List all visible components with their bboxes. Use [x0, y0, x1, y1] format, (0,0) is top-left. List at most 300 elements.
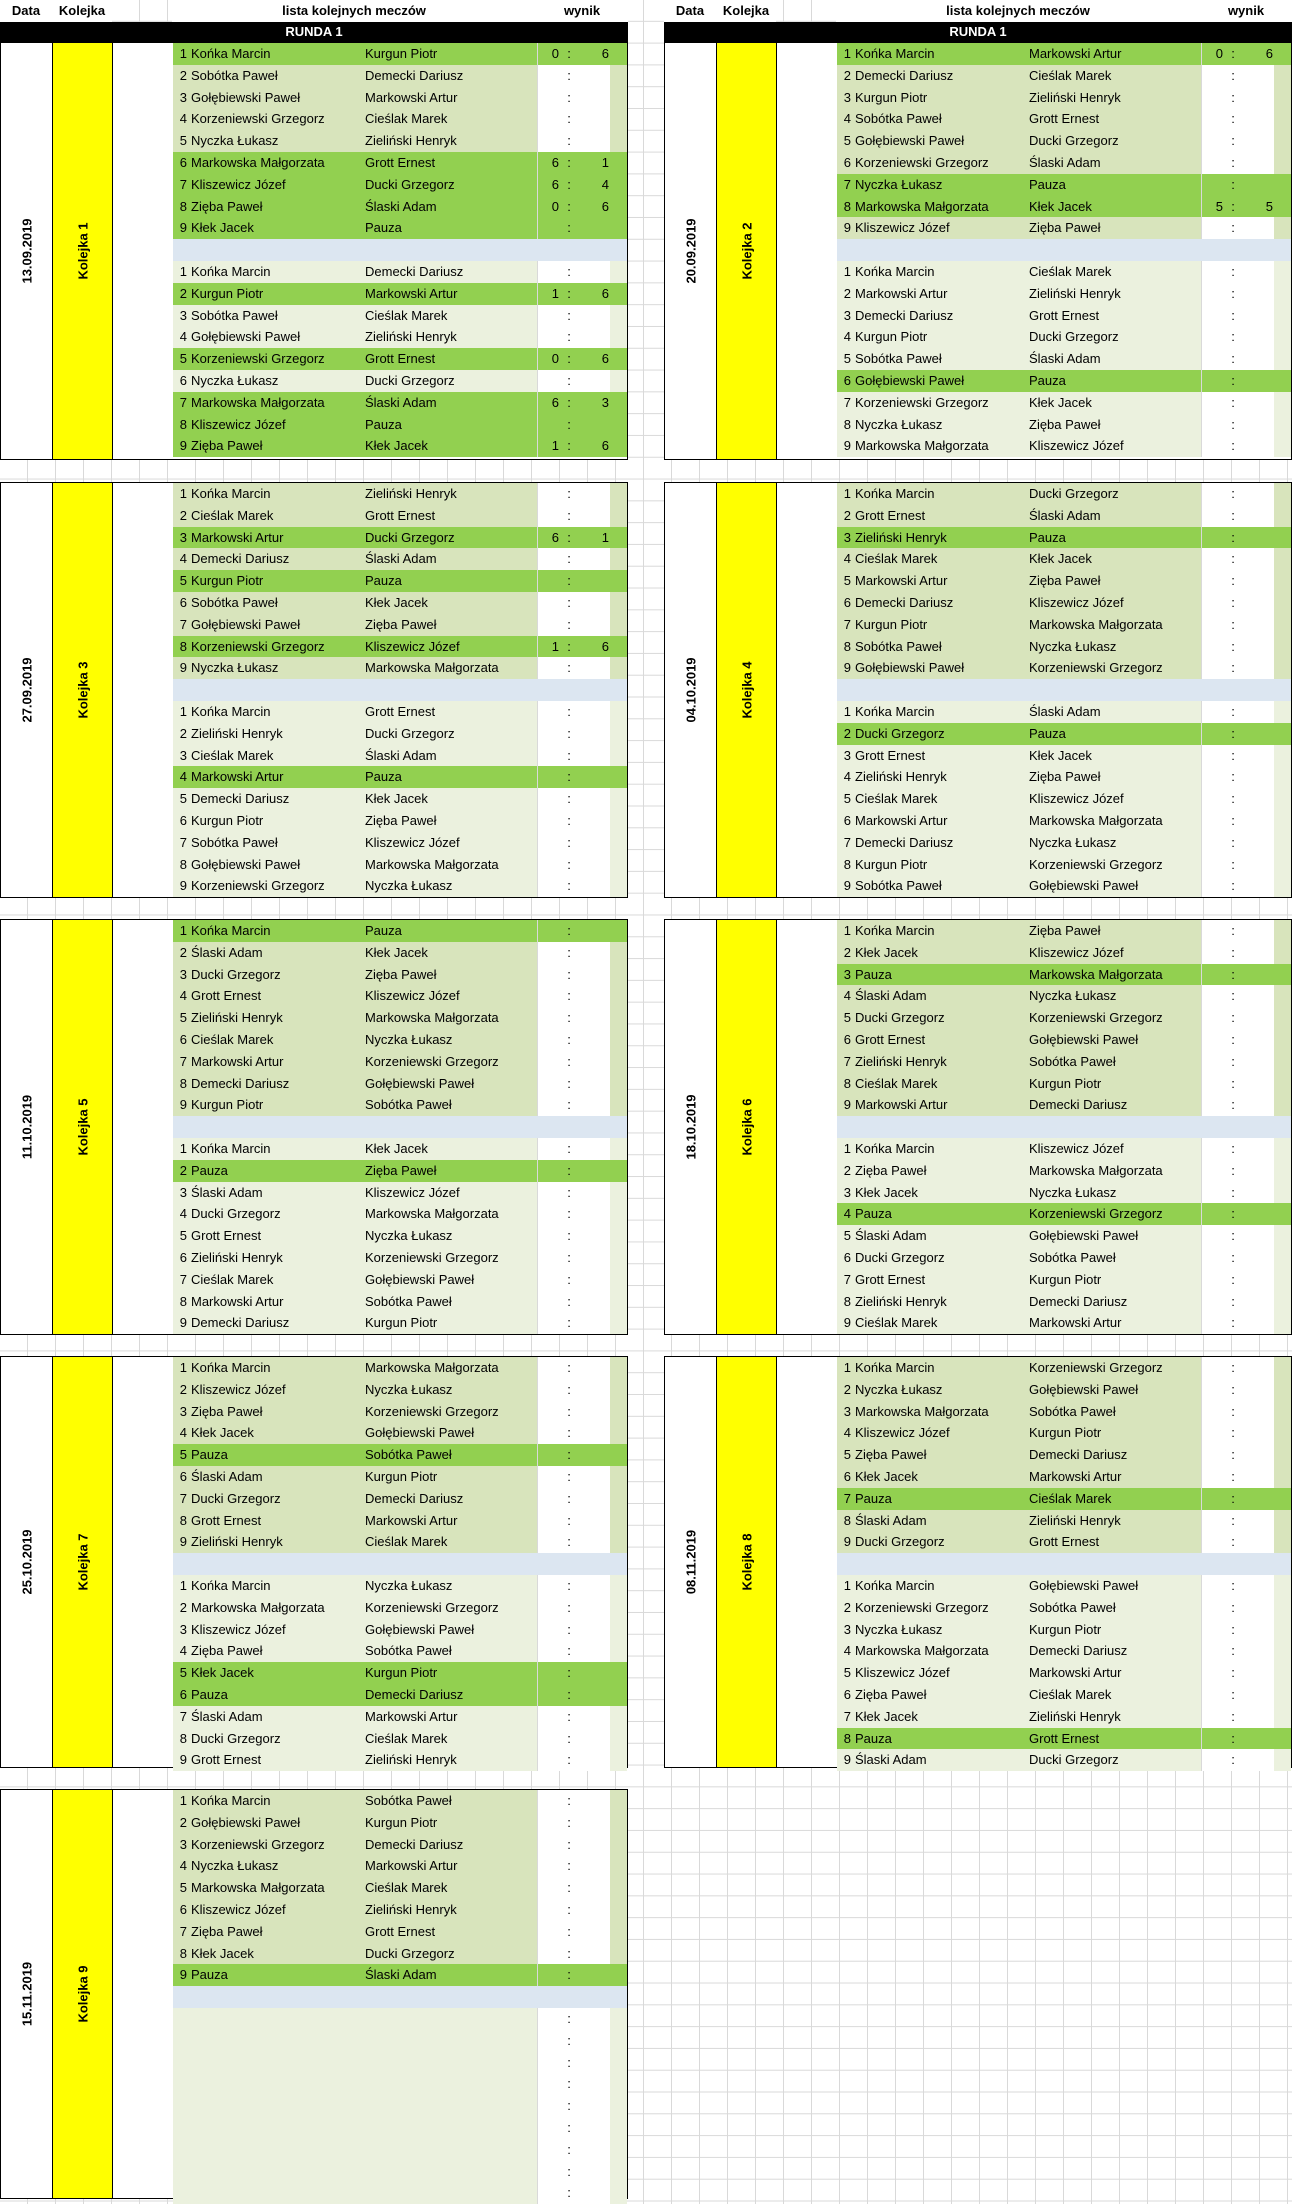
match-number: 5 [843, 1010, 851, 1026]
score-separator: : [1231, 1708, 1235, 1724]
away-score: 6 [601, 438, 609, 454]
home-player: Korzeniewski Grzegorz [191, 638, 325, 654]
away-player: Ducki Grzegorz [365, 725, 455, 741]
away-player: Pauza [1029, 529, 1066, 545]
score-separator: : [1231, 1053, 1235, 1069]
kolejka-block [664, 919, 1292, 1335]
match-row [173, 1662, 627, 1684]
kolejka-label: Kolejka 8 [739, 1533, 754, 1591]
away-player: Kłek Jacek [1029, 551, 1092, 567]
group-separator [837, 239, 1291, 261]
score-separator: : [567, 1643, 571, 1659]
home-player: Końka Marcin [191, 1360, 271, 1375]
match-number: 8 [179, 1512, 187, 1528]
match-row [173, 348, 627, 370]
away-player: Markowski Artur [1029, 1665, 1122, 1681]
match-row [173, 636, 627, 658]
match-row [837, 810, 1291, 832]
away-player: Markowska Małgorzata [365, 1010, 499, 1026]
score-separator: : [567, 2185, 571, 2201]
match-row [173, 1269, 627, 1291]
kolejka-column [53, 43, 113, 459]
header-data: Data [0, 0, 52, 22]
away-player: Markowska Małgorzata [1029, 1162, 1163, 1178]
match-row [837, 723, 1291, 745]
match-row [173, 788, 627, 810]
match-row [837, 1203, 1291, 1225]
away-player: Gołębiewski Paweł [365, 1271, 475, 1287]
away-player: Zieliński Henryk [1029, 1708, 1121, 1724]
away-player: Sobótka Paweł [365, 1447, 452, 1463]
home-player: Pauza [855, 1730, 892, 1746]
match-row [173, 1877, 627, 1899]
score-separator: : [567, 1206, 571, 1222]
kolejka-label: Kolejka 5 [75, 1098, 90, 1156]
home-player: Kurgun Piotr [855, 616, 928, 632]
match-number: 5 [179, 791, 187, 807]
match-number: 4 [179, 1643, 187, 1659]
score-separator: : [567, 988, 571, 1004]
match-list [173, 43, 627, 459]
kolejka-label: Kolejka 3 [75, 661, 90, 719]
match-row [837, 701, 1291, 723]
away-player: Kurgun Piotr [1029, 1425, 1102, 1441]
score-separator: : [567, 573, 571, 589]
home-player: Ducki Grzegorz [191, 966, 281, 982]
score-separator: : [1231, 307, 1235, 323]
score-separator: : [567, 791, 571, 807]
home-player: Kłek Jacek [855, 1184, 918, 1200]
away-player: Ślaski Adam [365, 394, 437, 410]
score-separator: : [567, 1425, 571, 1441]
match-number: 9 [179, 878, 187, 894]
date-column [665, 1357, 717, 1767]
match-row [837, 1531, 1291, 1553]
kolejka-column [717, 43, 777, 459]
match-row [837, 261, 1291, 283]
home-player: Korzeniewski Grzegorz [855, 155, 989, 170]
date-column [1, 483, 53, 897]
match-number: 1 [179, 486, 187, 501]
score-separator: : [567, 834, 571, 850]
away-player: Ślaski Adam [365, 551, 437, 567]
match-row [173, 1834, 627, 1856]
header-wynik: wynik [536, 0, 628, 22]
match-row [837, 1291, 1291, 1313]
away-player: Ducki Grzegorz [1029, 1752, 1119, 1768]
home-score: 6 [551, 155, 559, 170]
match-number: 7 [843, 176, 851, 192]
home-player: Korzeniewski Grzegorz [191, 111, 325, 127]
match-row [837, 217, 1291, 239]
match-list [837, 920, 1291, 1334]
score-separator: : [567, 373, 571, 388]
away-player: Markowska Małgorzata [365, 856, 499, 872]
kolejka-block [664, 482, 1292, 898]
score-separator: : [567, 220, 571, 236]
away-player: Kłek Jacek [365, 944, 428, 960]
match-number: 3 [843, 307, 851, 323]
away-score: 6 [601, 198, 609, 214]
away-player: Zięba Paweł [365, 966, 437, 982]
match-number: 4 [843, 329, 851, 345]
away-player: Markowski Artur [365, 1858, 458, 1874]
away-player: Kliszewicz Józef [1029, 791, 1124, 807]
score-separator: : [1231, 264, 1235, 279]
match-row [837, 283, 1291, 305]
score-separator: : [567, 329, 571, 345]
match-number: 3 [179, 747, 187, 763]
away-score: 3 [601, 394, 609, 410]
score-separator: : [567, 813, 571, 828]
score-separator: : [567, 1228, 571, 1244]
home-player: Cieślak Marek [855, 791, 938, 807]
home-player: Markowska Małgorzata [855, 1643, 989, 1659]
match-number: 1 [179, 264, 187, 279]
score-separator: : [567, 595, 571, 610]
match-row [173, 1291, 627, 1313]
away-player: Gołębiewski Paweł [365, 1621, 475, 1637]
away-player: Zięba Paweł [1029, 416, 1101, 432]
match-row [173, 1379, 627, 1401]
home-player: Końka Marcin [191, 264, 271, 279]
score-separator: : [1231, 573, 1235, 589]
group-separator [837, 1116, 1291, 1138]
match-row [837, 854, 1291, 876]
match-row [837, 483, 1291, 505]
score-separator: : [1231, 507, 1235, 523]
away-player: Zięba Paweł [1029, 573, 1101, 589]
match-row [173, 570, 627, 592]
match-number: 8 [179, 198, 187, 214]
home-player: Markowska Małgorzata [191, 1880, 325, 1896]
kolejka-block [0, 1789, 628, 2199]
spacer-column [777, 483, 837, 897]
home-player: Końka Marcin [191, 46, 271, 61]
match-number: 8 [843, 638, 851, 654]
match-number: 2 [843, 1162, 851, 1178]
away-player: Sobótka Paweł [365, 1643, 452, 1659]
away-player: Gołębiewski Paweł [1029, 1578, 1139, 1593]
match-row [173, 1203, 627, 1225]
away-player: Ducki Grzegorz [365, 176, 455, 192]
score-separator: : [567, 1403, 571, 1419]
match-row [173, 87, 627, 109]
match-row [837, 1029, 1291, 1051]
match-row [173, 1706, 627, 1728]
away-player: Gołębiewski Paweł [1029, 1228, 1139, 1244]
date-column [1, 43, 53, 459]
match-number: 5 [179, 1010, 187, 1026]
match-row [837, 196, 1291, 218]
away-player: Korzeniewski Grzegorz [1029, 660, 1163, 676]
match-number: 9 [179, 1097, 187, 1113]
away-player: Sobótka Paweł [365, 1793, 452, 1808]
score-separator: : [567, 285, 571, 301]
match-row [837, 1357, 1291, 1379]
date-column [665, 483, 717, 897]
match-row [837, 1007, 1291, 1029]
home-player: Nyczka Łukasz [855, 1621, 943, 1637]
away-player: Zięba Paweł [1029, 923, 1101, 938]
header-kolejka-right: Kolejka [716, 0, 776, 22]
match-number: 3 [179, 1403, 187, 1419]
away-player: Kliszewicz Józef [365, 638, 460, 654]
kolejka-block [0, 919, 628, 1335]
match-row [173, 414, 627, 436]
away-player: Gołębiewski Paweł [365, 1075, 475, 1091]
match-row [837, 1510, 1291, 1532]
kolejka-label: Kolejka 1 [75, 222, 90, 280]
score-separator: : [567, 878, 571, 894]
match-number: 6 [843, 1032, 851, 1047]
home-player: Korzeniewski Grzegorz [191, 1836, 325, 1852]
match-number: 6 [843, 155, 851, 170]
match-row [837, 152, 1291, 174]
match-number: 8 [179, 416, 187, 432]
match-number: 1 [843, 923, 851, 938]
match-row [173, 2139, 627, 2161]
home-player: Kłek Jacek [191, 1425, 254, 1441]
match-row [173, 1401, 627, 1423]
group-separator [173, 679, 627, 701]
match-number: 2 [179, 1814, 187, 1830]
score-separator: : [1231, 46, 1235, 61]
home-player: Markowska Małgorzata [855, 438, 989, 454]
group-separator [837, 679, 1291, 701]
home-player: Ślaski Adam [191, 1708, 263, 1724]
home-player: Kliszewicz Józef [191, 1381, 286, 1397]
home-player: Markowska Małgorzata [191, 155, 325, 170]
home-player: Korzeniewski Grzegorz [855, 1599, 989, 1615]
match-row [837, 108, 1291, 130]
away-player: Markowski Artur [1029, 1315, 1122, 1331]
match-row [173, 964, 627, 986]
away-player: Kliszewicz Józef [365, 988, 460, 1004]
round-date: 18.10.2019 [683, 1094, 698, 1160]
home-player: Cieślak Marek [855, 1075, 938, 1091]
home-player: Sobótka Paweł [191, 67, 278, 83]
score-separator: : [567, 198, 571, 214]
match-number: 7 [843, 394, 851, 410]
score-separator: : [567, 1599, 571, 1615]
match-number: 2 [179, 1381, 187, 1397]
home-player: Markowski Artur [191, 1053, 284, 1069]
away-player: Grott Ernest [1029, 307, 1100, 323]
score-separator: : [567, 1665, 571, 1681]
away-player: Kliszewicz Józef [365, 834, 460, 850]
home-player: Końka Marcin [191, 1793, 271, 1808]
away-player: Zieliński Henryk [365, 1752, 457, 1768]
match-row [837, 1312, 1291, 1334]
match-number: 5 [179, 1447, 187, 1463]
away-player: Cieślak Marek [1029, 1490, 1112, 1506]
home-player: Markowski Artur [855, 285, 948, 301]
match-row [173, 832, 627, 854]
score-separator: : [1231, 1621, 1235, 1637]
match-number: 8 [843, 856, 851, 872]
away-player: Ducki Grzegorz [1029, 329, 1119, 345]
score-separator: : [567, 1075, 571, 1091]
home-score: 1 [551, 438, 559, 454]
match-number: 3 [179, 1621, 187, 1637]
match-number: 1 [179, 1793, 187, 1808]
home-player: Demecki Dariusz [855, 834, 954, 850]
home-player: Zieliński Henryk [855, 1053, 947, 1069]
away-player: Markowska Małgorzata [1029, 813, 1163, 828]
away-player: Markowski Artur [365, 285, 458, 301]
score-separator: : [1231, 1360, 1235, 1375]
home-player: Końka Marcin [191, 1578, 271, 1593]
match-number: 5 [179, 1880, 187, 1896]
date-column [1, 920, 53, 1334]
match-number: 2 [179, 725, 187, 741]
away-player: Demecki Dariusz [1029, 1643, 1128, 1659]
away-player: Kłek Jacek [365, 595, 428, 610]
away-player: Cieślak Marek [365, 307, 448, 323]
home-player: Korzeniewski Grzegorz [855, 394, 989, 410]
match-number: 1 [843, 486, 851, 501]
home-player: Demecki Dariusz [191, 1075, 290, 1091]
match-row [837, 1597, 1291, 1619]
group-separator [173, 1553, 627, 1575]
score-separator: : [567, 1315, 571, 1331]
match-row [837, 985, 1291, 1007]
away-player: Ducki Grzegorz [365, 1945, 455, 1961]
header-data-right: Data [664, 0, 716, 22]
match-number: 2 [179, 944, 187, 960]
home-player: Kurgun Piotr [191, 573, 264, 589]
home-score: 6 [551, 394, 559, 410]
match-number: 5 [179, 1228, 187, 1244]
score-separator: : [1231, 1447, 1235, 1463]
home-player: Markowska Małgorzata [191, 394, 325, 410]
home-player: Końka Marcin [191, 704, 271, 719]
away-player: Korzeniewski Grzegorz [365, 1599, 499, 1615]
home-player: Pauza [855, 1490, 892, 1506]
score-separator: : [567, 46, 571, 61]
home-player: Zięba Paweł [191, 1403, 263, 1419]
score-separator: : [1231, 438, 1235, 454]
score-separator: : [567, 1053, 571, 1069]
away-player: Kurgun Piotr [1029, 1271, 1102, 1287]
kolejka-column [53, 1790, 113, 2198]
score-separator: : [1231, 329, 1235, 345]
match-row [837, 657, 1291, 679]
match-number: 9 [843, 1752, 851, 1768]
away-player: Grott Ernest [1029, 1534, 1100, 1550]
match-number: 1 [179, 1578, 187, 1593]
away-player: Ducki Grzegorz [1029, 486, 1119, 501]
away-player: Pauza [1029, 725, 1066, 741]
score-separator: : [567, 1880, 571, 1896]
score-separator: : [567, 923, 571, 938]
home-player: Ślaski Adam [191, 1184, 263, 1200]
match-number: 7 [843, 834, 851, 850]
score-separator: : [567, 2076, 571, 2092]
match-number: 1 [179, 46, 187, 61]
away-player: Demecki Dariusz [365, 1687, 464, 1702]
away-player: Demecki Dariusz [1029, 1293, 1128, 1309]
away-player: Pauza [365, 923, 402, 938]
match-number: 5 [843, 133, 851, 149]
score-separator: : [567, 1578, 571, 1593]
score-separator: : [1231, 1097, 1235, 1113]
match-row [837, 964, 1291, 986]
score-separator: : [1231, 394, 1235, 410]
match-row [173, 2161, 627, 2183]
away-player: Ślaski Adam [365, 198, 437, 214]
away-score: 6 [601, 351, 609, 367]
home-player: Ducki Grzegorz [191, 1730, 281, 1746]
home-score: 0 [551, 46, 559, 61]
match-row [173, 920, 627, 942]
match-row [173, 483, 627, 505]
match-list [173, 920, 627, 1334]
match-row [173, 2052, 627, 2074]
match-row [173, 1029, 627, 1051]
match-number: 4 [179, 111, 187, 127]
away-player: Cieślak Marek [365, 111, 448, 127]
away-player: Sobótka Paweł [1029, 1250, 1116, 1265]
away-player: Kliszewicz Józef [365, 1184, 460, 1200]
home-player: Zieliński Henryk [855, 529, 947, 545]
home-player: Kliszewicz Józef [191, 1902, 286, 1917]
match-row [837, 832, 1291, 854]
away-player: Kurgun Piotr [365, 1315, 438, 1331]
match-number: 5 [843, 1228, 851, 1244]
header-lista: lista kolejnych meczów [172, 0, 536, 22]
home-player: Markowski Artur [191, 1293, 284, 1309]
match-row [837, 592, 1291, 614]
kolejka-column [717, 483, 777, 897]
kolejka-block [664, 1356, 1292, 1768]
score-separator: : [567, 1902, 571, 1917]
match-row [837, 1051, 1291, 1073]
score-separator: : [1231, 176, 1235, 192]
match-row [173, 1943, 627, 1965]
match-number: 4 [843, 1425, 851, 1441]
match-row [173, 745, 627, 767]
match-row [173, 1488, 627, 1510]
score-separator: : [1231, 704, 1235, 719]
kolejka-column [53, 483, 113, 897]
away-player: Ślaski Adam [1029, 507, 1101, 523]
away-player: Cieślak Marek [365, 1880, 448, 1896]
score-separator: : [567, 1836, 571, 1852]
match-row [173, 942, 627, 964]
score-separator: : [567, 1469, 571, 1484]
match-number: 3 [843, 1621, 851, 1637]
away-player: Demecki Dariusz [1029, 1447, 1128, 1463]
match-row [173, 261, 627, 283]
score-separator: : [1231, 1403, 1235, 1419]
match-number: 2 [843, 944, 851, 960]
home-player: Ducki Grzegorz [855, 1534, 945, 1550]
home-player: Cieślak Marek [855, 551, 938, 567]
match-number: 3 [843, 89, 851, 105]
match-number: 8 [179, 1075, 187, 1091]
away-player: Korzeniewski Grzegorz [1029, 1206, 1163, 1222]
match-row [173, 1855, 627, 1877]
home-player: Końka Marcin [855, 1141, 935, 1156]
match-row [837, 942, 1291, 964]
score-separator: : [1231, 769, 1235, 785]
match-number: 9 [843, 1097, 851, 1113]
home-player: Cieślak Marek [191, 1271, 274, 1287]
score-separator: : [567, 1967, 571, 1983]
round-date: 25.10.2019 [19, 1529, 34, 1595]
